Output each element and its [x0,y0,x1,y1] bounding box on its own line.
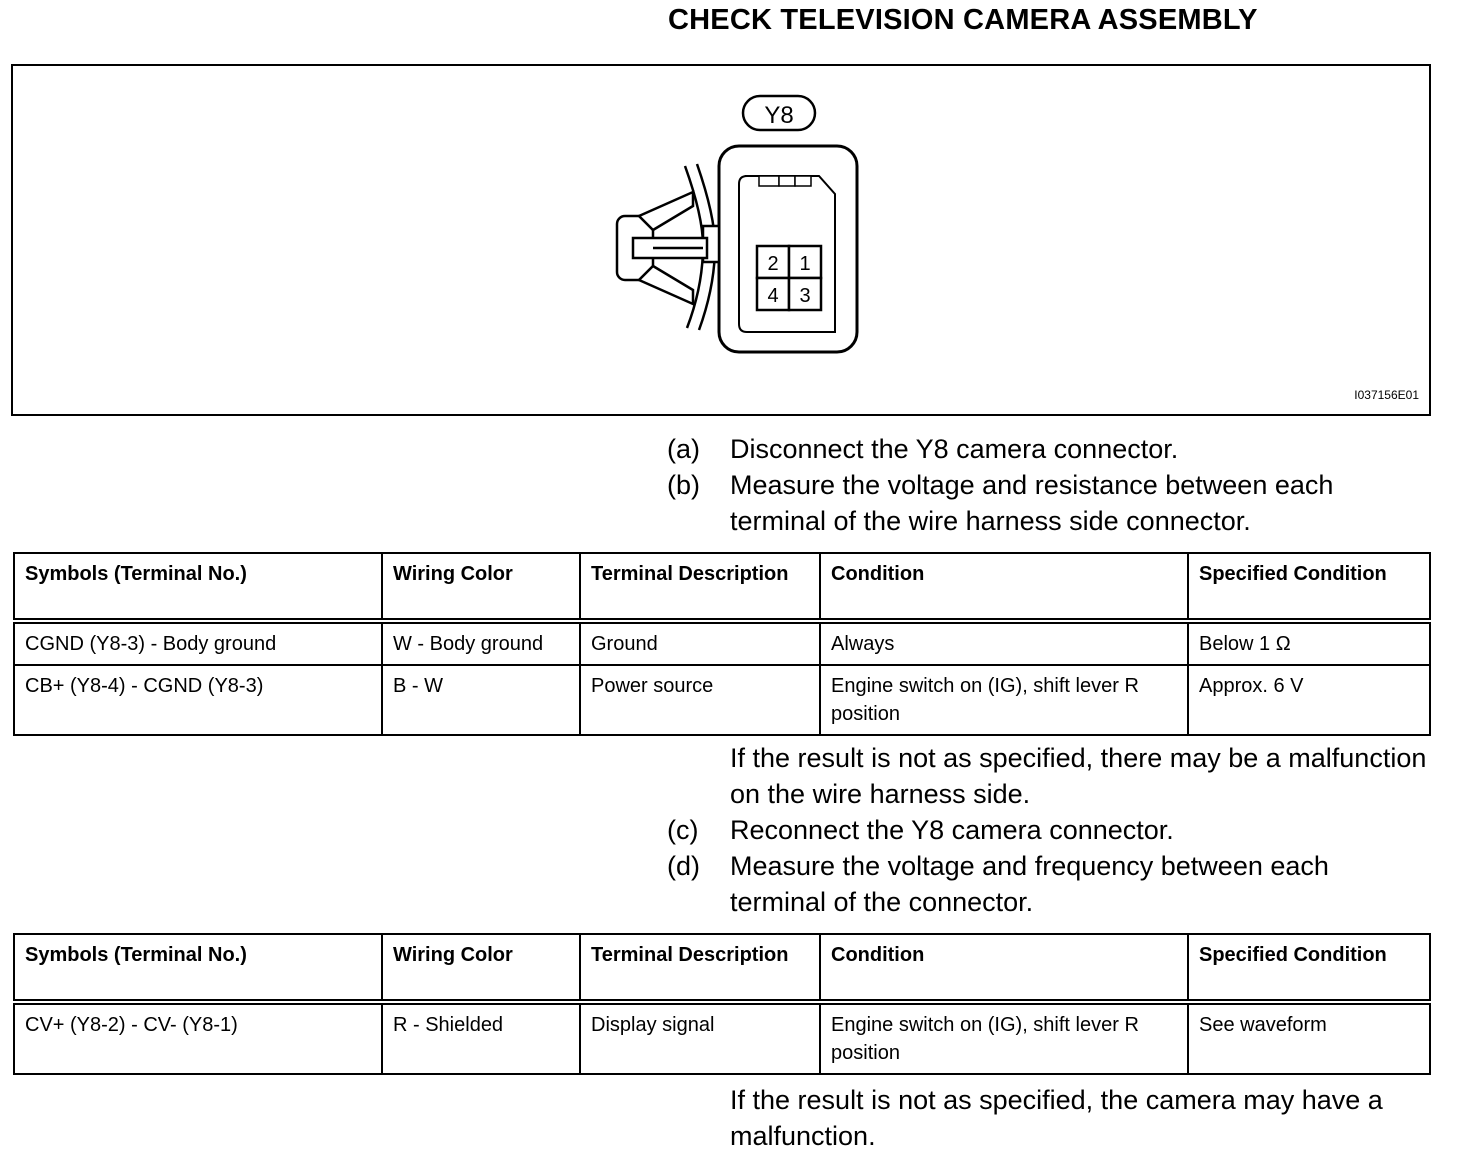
step-label: (c) [667,815,699,845]
steps-group-2 [667,812,1430,920]
table-cell: Engine switch on (IG), shift lever R position [820,665,1188,735]
connector-clip [617,164,719,330]
note-1: If the result is not as specified, there may be a malfunction on the wire harness side. [730,743,1427,809]
step-text: Measure the voltage and frequency between each terminal of the connector. [730,851,1329,917]
header-cell: Specified Condition [1188,553,1430,621]
step-label: (b) [667,470,700,500]
header-cell: Specified Condition [1188,934,1430,1002]
table-header-row [14,553,1430,621]
terminal-1: 1 [799,253,811,275]
step-text: Reconnect the Y8 camera connector. [730,815,1174,845]
table-cell: Always [820,621,1188,665]
page-title: CHECK TELEVISION CAMERA ASSEMBLY [668,4,1258,36]
table-cell: See waveform [1188,1002,1430,1074]
table-cell: W - Body ground [382,621,580,665]
header-cell: Terminal Description [580,934,820,1002]
table-cell: CB+ (Y8-4) - CGND (Y8-3) [14,665,382,735]
table-cell: Ground [580,621,820,665]
table-cell: Below 1 Ω [1188,621,1430,665]
step-c [667,812,1430,848]
table-cell: Approx. 6 V [1188,665,1430,735]
table-row [14,1002,1430,1074]
connector-label: Y8 [764,102,794,129]
header-cell: Condition [820,934,1188,1002]
table-cell: R - Shielded [382,1002,580,1074]
step-text: Disconnect the Y8 camera connector. [730,434,1179,464]
step-label: (d) [667,851,700,881]
table-cell: Engine switch on (IG), shift lever R position [820,1002,1188,1074]
header-cell: Symbols (Terminal No.) [14,934,382,1002]
figure-id: I037156E01 [1354,388,1419,402]
connector-figure [11,64,1431,416]
spec-table-1 [13,552,1431,736]
header-cell: Condition [820,553,1188,621]
table-cell: Power source [580,665,820,735]
step-d [667,848,1430,920]
connector-diagram [13,66,1433,418]
note-2: If the result is not as specified, the camera may have a malfunction. [730,1085,1383,1151]
terminal-grid [757,246,821,310]
step-text: Measure the voltage and resistance between each terminal of the wire harness side connector. [730,470,1334,536]
step-b [667,467,1430,539]
table-cell: B - W [382,665,580,735]
table-cell: CGND (Y8-3) - Body ground [14,621,382,665]
steps-group-1 [667,431,1430,539]
step-a [667,431,1430,467]
terminal-2: 2 [767,253,779,275]
header-cell: Terminal Description [580,553,820,621]
header-cell: Wiring Color [382,934,580,1002]
table-row [14,621,1430,665]
table-cell: Display signal [580,1002,820,1074]
step-label: (a) [667,434,700,464]
header-cell: Symbols (Terminal No.) [14,553,382,621]
header-cell: Wiring Color [382,553,580,621]
terminal-3: 3 [799,285,811,307]
spec-table-2 [13,933,1431,1075]
table-row [14,665,1430,735]
terminal-4: 4 [767,285,779,307]
table-header-row [14,934,1430,1002]
table-cell: CV+ (Y8-2) - CV- (Y8-1) [14,1002,382,1074]
